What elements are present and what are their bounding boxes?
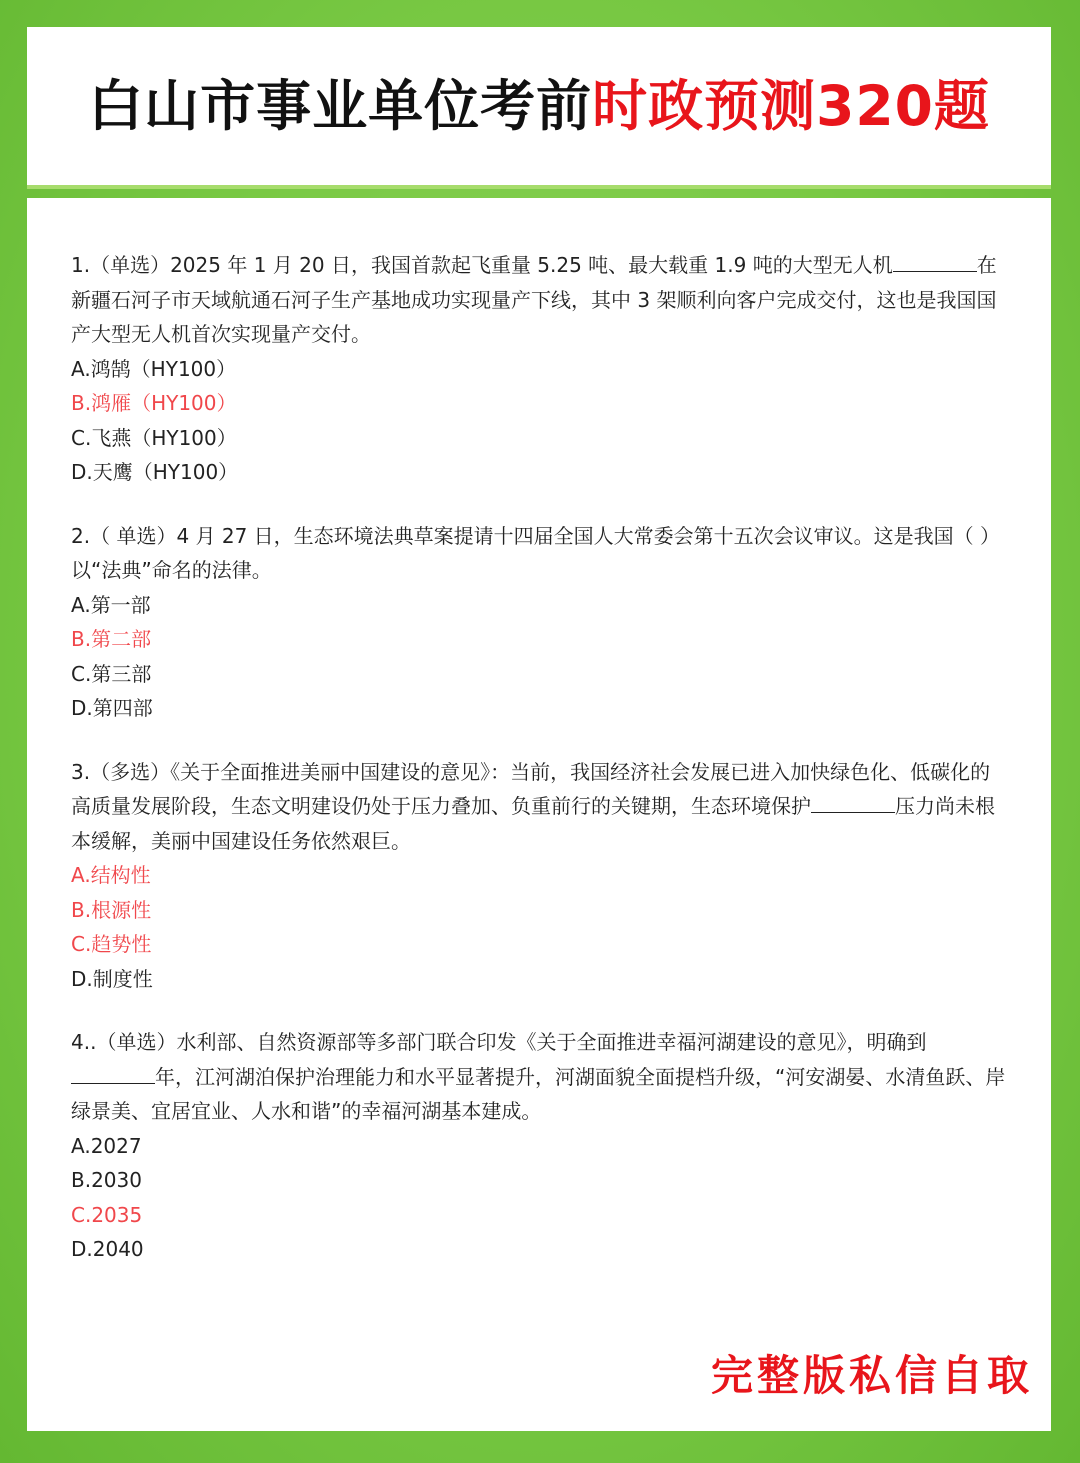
page-title (88, 73, 990, 138)
option-a: A.2027 (71, 1133, 142, 1158)
question-4 (71, 1025, 1007, 1267)
option-d: D.第四部 (71, 696, 153, 720)
question-3 (71, 755, 1007, 997)
option-d: D.制度性 (71, 966, 153, 991)
content-card (27, 198, 1051, 1431)
option-b-correct: B.鸿雁（HY100） (71, 391, 237, 415)
option-c-correct: C.趋势性 (71, 932, 152, 956)
question-stem-part2: 在新疆石河子市天域航通石河子生产基地成功实现量产下线，其中 3 架顺利向客户完成交付，这也是我国国产大型无人机首次实现量产交付。 (71, 253, 997, 346)
option-b: B.2030 (71, 1168, 142, 1192)
option-a: A.第一部 (71, 592, 151, 617)
title-card (27, 27, 1051, 189)
answer-blank (811, 790, 895, 813)
question-1 (71, 248, 1007, 490)
question-text (71, 1025, 1007, 1129)
answer-blank (71, 1061, 155, 1084)
question-text: 2.（ 单选）4 月 27 日，生态环境法典草案提请十四届全国人大常委会第十五次会议审议。这是我国（ ）以“法典”命名的法律。 (71, 523, 1001, 582)
option-a-correct: A.结构性 (71, 863, 151, 887)
option-d: D.2040 (71, 1237, 144, 1261)
title-red-part: 时政预测320题 (592, 73, 990, 138)
question-stem-part2: 年，江河湖泊保护治理能力和水平显著提升，河湖面貌全面提档升级，“河安湖晏、水清鱼跃、岸绿景美、宜居宜业、人水和谐”的幸福河湖基本建成。 (71, 1064, 1006, 1123)
question-stem-part1: 3.（多选）《关于全面推进美丽中国建设的意见》：当前，我国经济社会发展已进入加快绿色化、低碳化的高质量发展阶段，生态文明建设仍处于压力叠加、负重前行的关键期，生态环境保护 (71, 759, 991, 818)
option-a: A.鸿鹄（HY100） (71, 356, 237, 381)
option-c-correct: C.2035 (71, 1202, 143, 1227)
question-text (71, 755, 1007, 859)
option-c: C.飞燕（HY100） (71, 425, 237, 450)
title-black-part: 白山市事业单位考前 (88, 73, 593, 138)
question-2 (71, 519, 1007, 726)
footer-note: 完整版私信自取 (710, 1351, 1033, 1400)
question-stem-part2: 压力尚未根本缓解，美丽中国建设任务依然艰巨。 (71, 794, 995, 853)
option-b-correct: B.根源性 (71, 897, 152, 922)
option-c: C.第三部 (71, 661, 152, 686)
question-stem-part1: 4..（单选）水利部、自然资源部等多部门联合印发《关于全面推进幸福河湖建设的意见》，明确到 (71, 1030, 927, 1054)
option-b-correct: B.第二部 (71, 627, 152, 651)
question-stem-part1: 1.（单选）2025 年 1 月 20 日，我国首款起飞重量 5.25 吨、最大载重 1.9 吨的大型无人机 (71, 253, 893, 277)
option-d: D.天鹰（HY100） (71, 460, 239, 484)
question-text (71, 248, 1007, 352)
answer-blank (893, 249, 977, 272)
